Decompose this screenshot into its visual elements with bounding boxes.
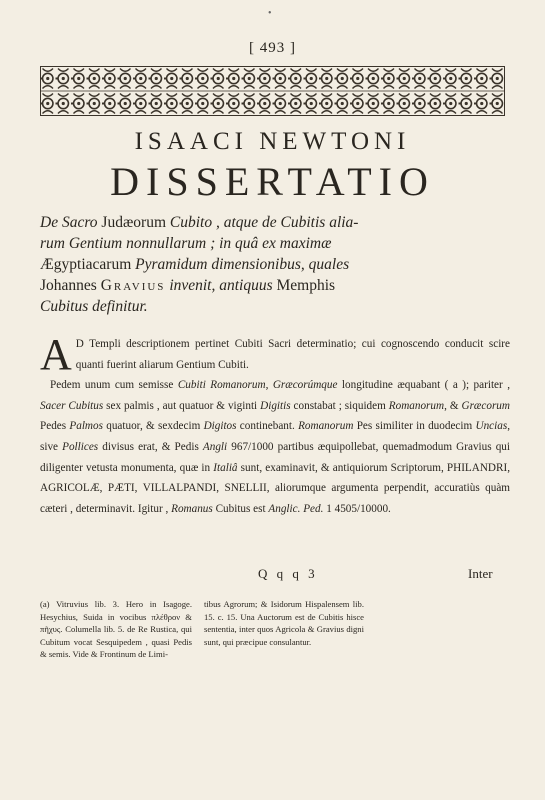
heading-author: ISAACI NEWTONI [134,128,411,155]
subtitle-line-2: rum Gentium nonnullarum ; in quâ ex maximæ [40,235,332,252]
paragraph-2: Pedem unum cum semisse Cubiti Romanorum, Græcorúmque longitudine æquabant ( a ); pariter , Sacer Cubitus sex palmis , aut quatuor & viginti Digitis constabat ; siquidem Romanorum, & Græcorum Pedes Palmos quatuor, & sexdecim Digitos continebant. Romanorum Pes similiter in duodecim Uncias, sive Pollices divisus erat, & Pedis Angli 967/1000 partibus æquipollebat, quemadmodum Gravius qui diligenter vetusta monumenta, quæ in Italiâ sunt, examinavit, & antiquiorum Scriptorum, PHILANDRI, AGRICOLÆ, PÆTI, VILLALPANDI, SNELLII, aliorumque argumenta perpendit, accuratiùs quàm cæteri , determinavit. Igitur , Romanus Cubitus est Anglic. Ped. 1 4505/10000. [40,379,511,515]
subtitle-line-3: Ægyptiacarum Pyramidum dimensionibus, quales [40,256,350,273]
catchword: Inter [468,566,493,581]
top-mark: • [268,8,272,19]
footnote-right: tibus Agrorum; & Isidorum Hispalensem lib. 15. c. 15. Una Auctorum est de Cubitis hisce sententia, inter quos Agricola & Gravius digni sunt, qui præcipue consulantur. [204,599,364,647]
paragraph-1: A D Templi descriptionem pertinet Cubiti Sacri determinatio; cui cognoscendo conducit scire quanti fuerint aliarum Gentium Cubiti. [40,330,510,379]
drop-cap: A [40,330,72,379]
heading-title: DISSERTATIO [110,159,435,204]
subtitle-line-1: De Sacro Judæorum Cubito , atque de Cubitis alia- [40,214,359,231]
subtitle-line-4: Johannes Gravius invenit, antiquus Memphis [40,277,336,294]
body-text [40,330,511,519]
footnote-left: (a) Vitruvius lib. 3. Hero in Isagoge. Hesychius, Suida in vocibus πλέθρον & πῆχυς. Columella lib. 5. de Re Rustica, qui Cubitum vocat Sesquipedem , quasi Pedis & semis. Vide & Frontinum de Limi- [40,599,192,660]
subtitle-line-5: Cubitus definitur. [40,298,148,315]
signature-mark: Q q q 3 [258,566,318,581]
subtitle [40,212,510,317]
ornamental-headpiece [40,66,505,116]
page-number: [ 493 ] [249,40,296,56]
